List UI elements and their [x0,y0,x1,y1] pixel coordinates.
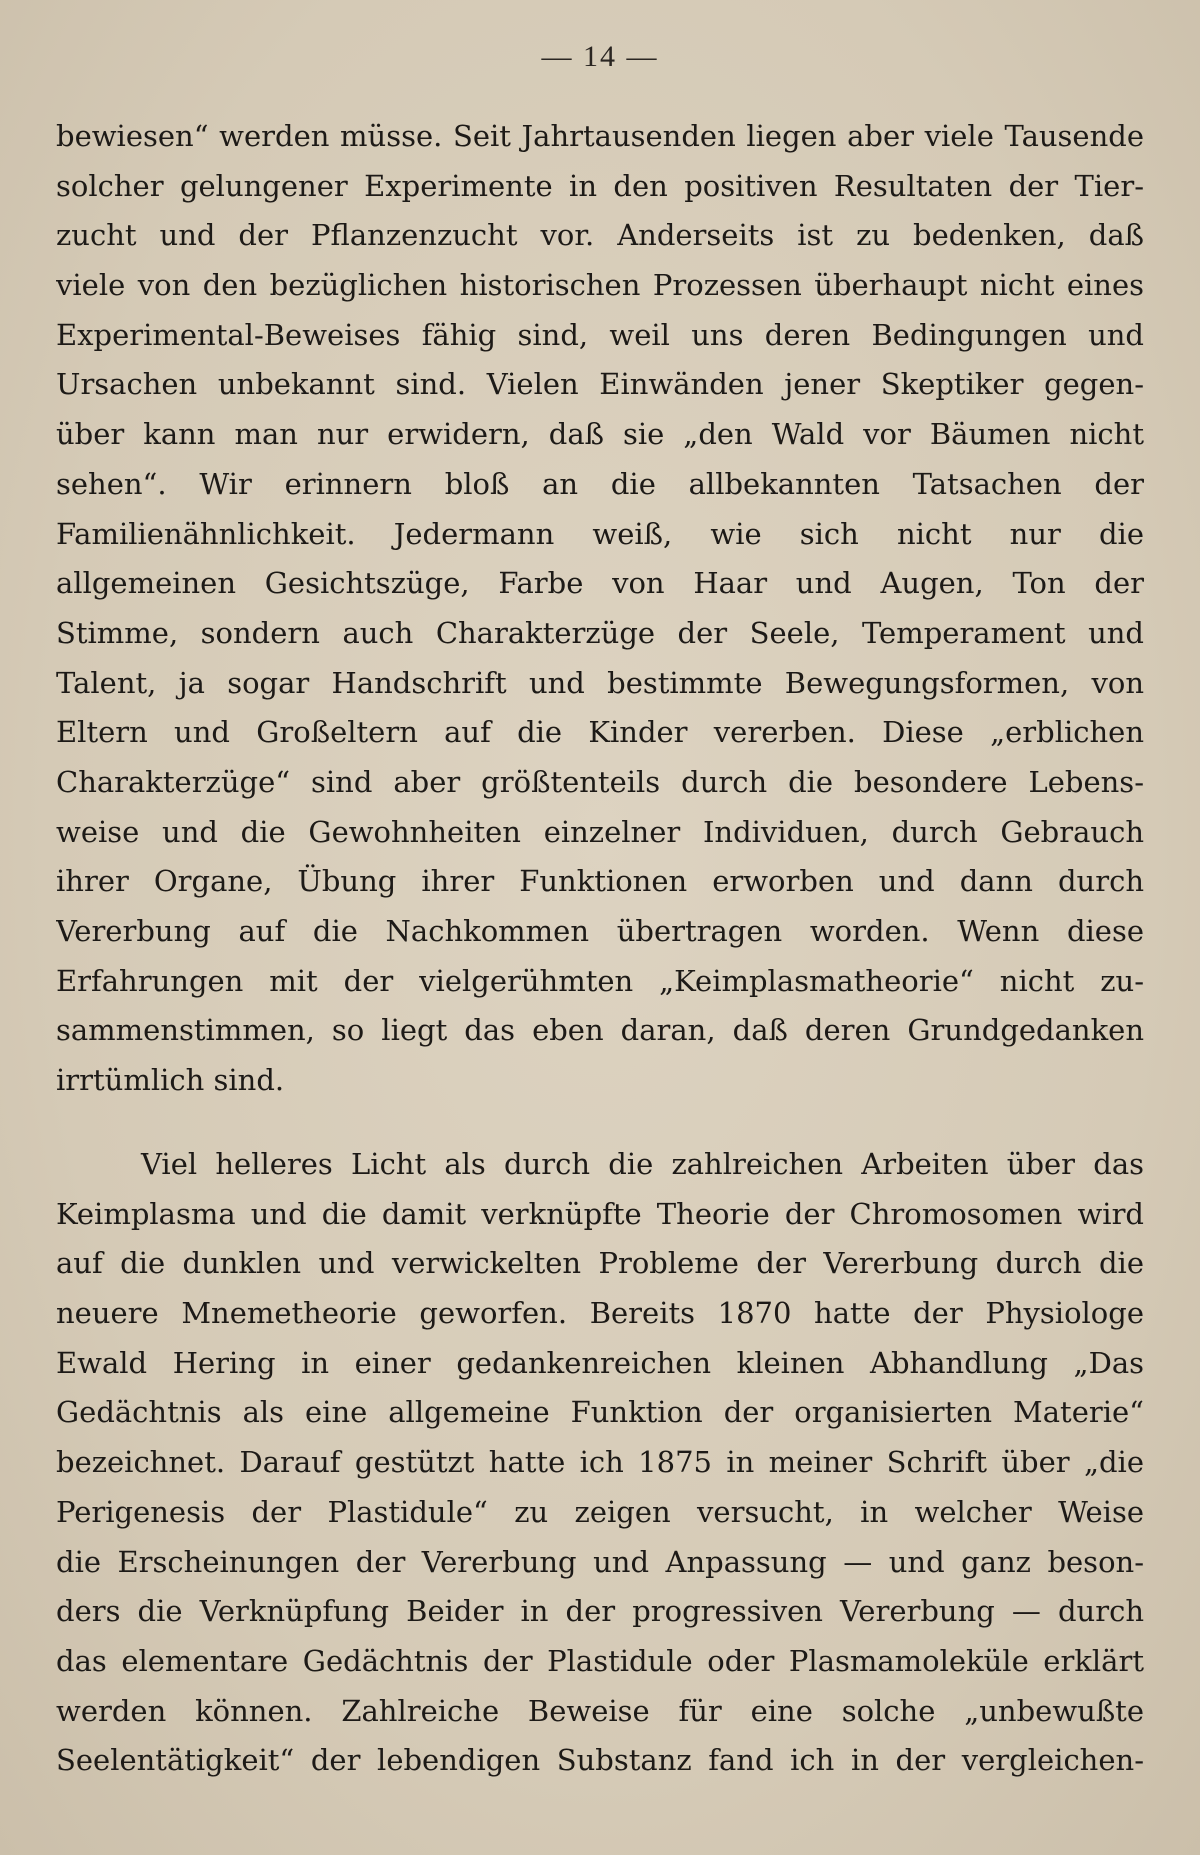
text-line: Ursachen unbekannt sind. Vielen Einwänden jener Skeptiker gegen- [56,367,1144,402]
page-number: — 14 — [541,40,659,73]
text-line: Perigenesis der Plastidule“ zu zeigen versucht, in welcher Weise [56,1494,1144,1529]
text-line: über kann man nur erwidern, daß sie „den Wald vor Bäumen nicht [56,417,1144,452]
text-line: Seelentätigkeit“ der lebendigen Substanz fand ich in der vergleichen- [56,1743,1144,1778]
text-line: bezeichnet. Darauf gestützt hatte ich 1875 in meiner Schrift über „die [56,1445,1144,1480]
text-line: ders die Verknüpfung Beider in der progressiven Vererbung — durch [56,1594,1144,1629]
text-line: Gedächtnis als eine allgemeine Funktion der organisierten Materie“ [56,1395,1144,1430]
text-line: allgemeinen Gesichtszüge, Farbe von Haar und Augen, Ton der [56,566,1144,601]
text-line: neuere Mnemetheorie geworfen. Bereits 1870 hatte der Physiologe [56,1296,1144,1331]
text-line: sehen“. Wir erinnern bloß an die allbekannten Tatsachen der [56,466,1144,501]
text-line: Stimme, sondern auch Charakterzüge der Seele, Temperament und [56,615,1144,650]
text-line: Experimental-Beweises fähig sind, weil uns deren Bedingungen und [56,317,1144,352]
paragraph-1 [56,112,1144,1106]
text-line: werden können. Zahlreiche Beweise für eine solche „unbewußte [56,1693,1144,1728]
text-line: irrtümlich sind. [56,1063,285,1098]
text-line: das elementare Gedächtnis der Plastidule oder Plasmamoleküle erklärt [56,1643,1144,1678]
text-line: Keimplasma und die damit verknüpfte Theorie der Chromosomen wird [56,1196,1144,1231]
text-line: Eltern und Großeltern auf die Kinder vererben. Diese „erblichen [56,715,1144,750]
text-line: ihrer Organe, Übung ihrer Funktionen erworben und dann durch [56,864,1144,899]
text-line: bewiesen“ werden müsse. Seit Jahrtausenden liegen aber viele Tausende [56,119,1144,153]
text-line: Charakterzüge“ sind aber größtenteils durch die besondere Lebens- [56,764,1144,799]
text-line: solcher gelungener Experimente in den positiven Resultaten der Tier- [56,168,1144,203]
text-line: Talent, ja sogar Handschrift und bestimmte Bewegungsformen, von [56,665,1144,700]
text-line: auf die dunklen und verwickelten Probleme der Vererbung durch die [56,1246,1144,1281]
text-line: weise und die Gewohnheiten einzelner Individuen, durch Gebrauch [56,814,1144,849]
text-line: Familienähnlichkeit. Jedermann weiß, wie sich nicht nur die [56,516,1144,551]
text-line: zucht und der Pflanzenzucht vor. Anderseits ist zu bedenken, daß [56,218,1144,253]
text-line: Viel helleres Licht als durch die zahlreichen Arbeiten über das [141,1147,1144,1181]
text-line: viele von den bezüglichen historischen Prozessen überhaupt nicht eines [56,268,1144,303]
text-line: Vererbung auf die Nachkommen übertragen worden. Wenn diese [56,914,1144,948]
text-line: sammenstimmen, so liegt das eben daran, daß deren Grundgedanken [56,1013,1144,1048]
text-line: Ewald Hering in einer gedankenreichen kleinen Abhandlung „Das [56,1345,1144,1380]
text-line: die Erscheinungen der Vererbung und Anpassung — und ganz beson- [56,1544,1144,1579]
paragraph-2 [56,1140,1144,1786]
text-line: Erfahrungen mit der vielgerühmten „Keimplasmatheorie“ nicht zu- [56,963,1144,998]
